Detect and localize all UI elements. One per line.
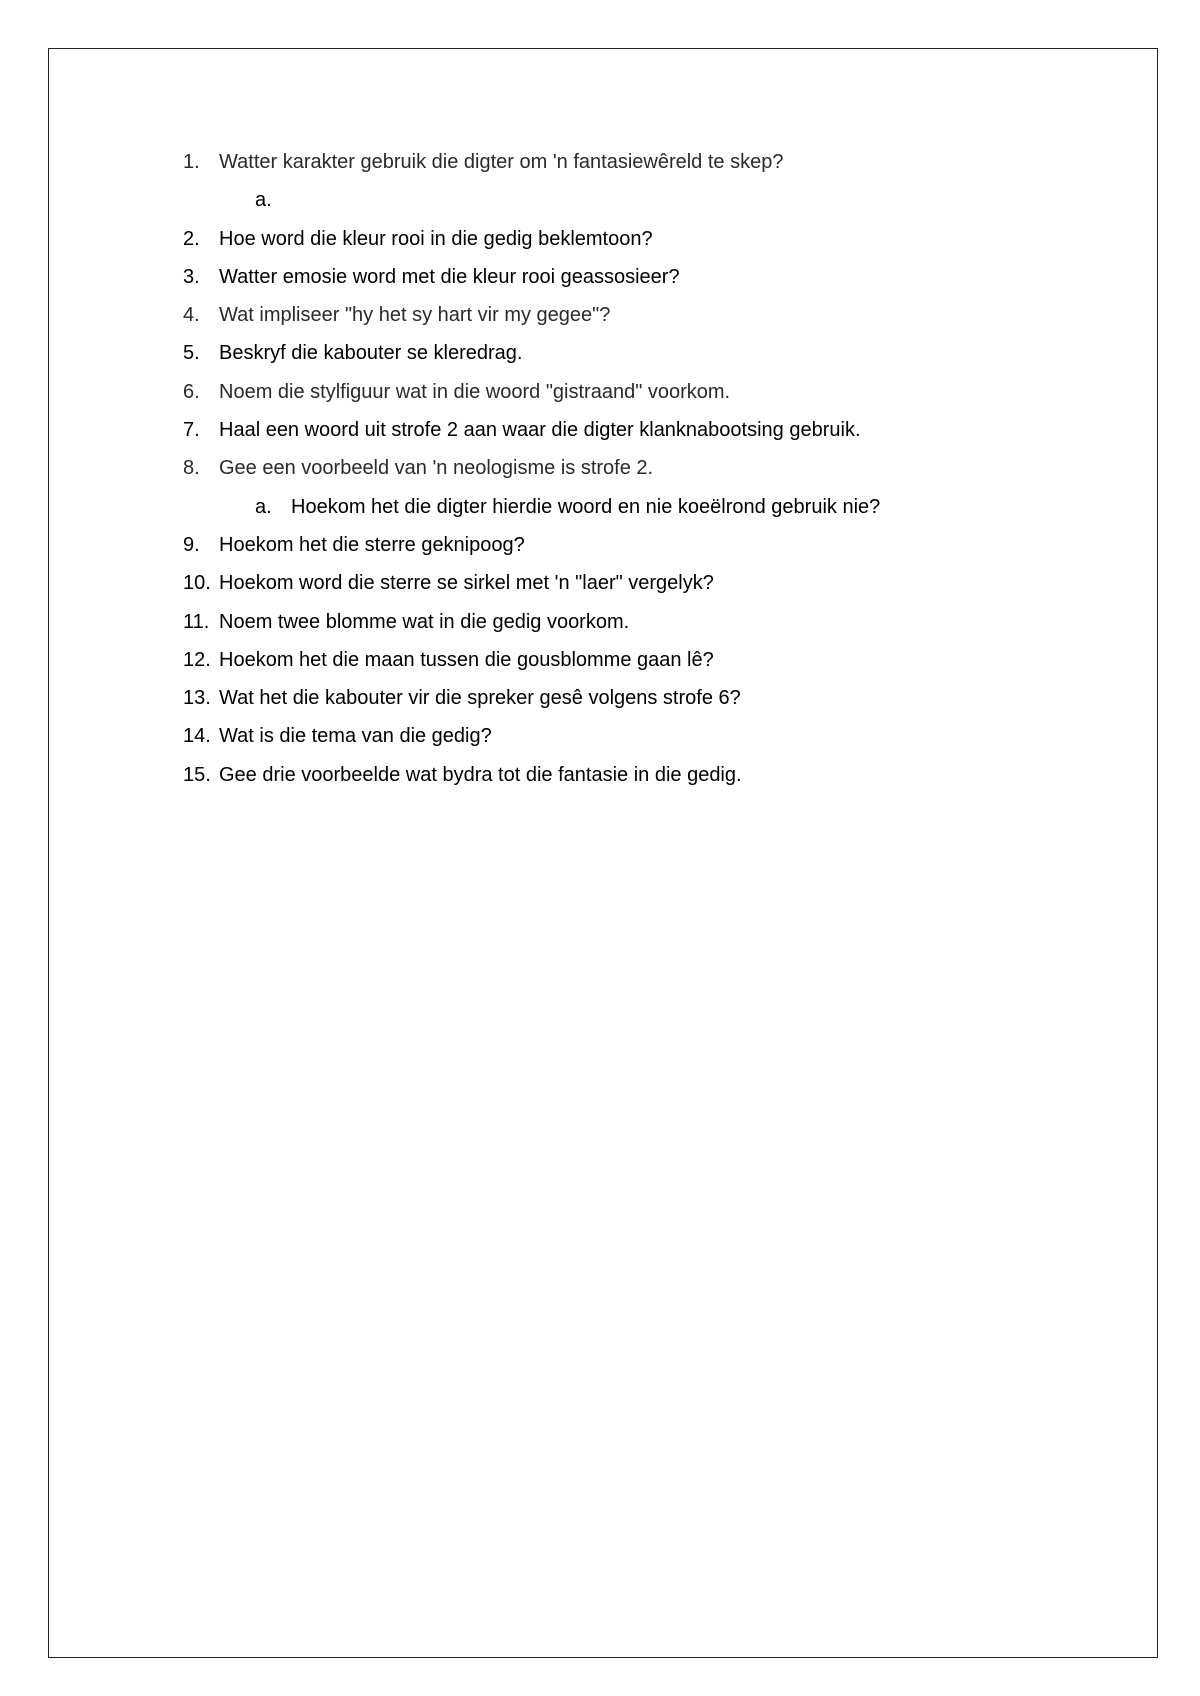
question-item	[183, 449, 1143, 487]
question-number: 13.	[183, 687, 211, 710]
question-item	[183, 603, 1143, 641]
question-item	[183, 373, 1143, 411]
question-number: 5.	[183, 342, 200, 365]
question-number: 8.	[183, 457, 200, 480]
question-number: 6.	[183, 380, 200, 403]
question-number: 11.	[183, 610, 210, 633]
question-number: 15.	[183, 763, 211, 786]
question-number: 2.	[183, 227, 200, 250]
sub-question-letter: a.	[255, 189, 272, 212]
sub-question-text: Hoekom het die digter hierdie woord en nie koeëlrond gebruik nie?	[291, 495, 881, 518]
question-item	[183, 717, 1143, 755]
question-number: 9.	[183, 533, 200, 556]
question-number: 4.	[183, 304, 200, 327]
question-text: Watter emosie word met die kleur rooi geassosieer?	[219, 265, 680, 288]
question-text: Wat is die tema van die gedig?	[219, 725, 492, 748]
question-text: Noem twee blomme wat in die gedig voorkom.	[219, 610, 630, 633]
question-item	[183, 526, 1143, 564]
question-text: Watter karakter gebruik die digter om 'n fantasiewêreld te skep?	[219, 151, 784, 173]
question-text: Wat het die kabouter vir die spreker gesê volgens strofe 6?	[219, 687, 741, 710]
question-number: 1.	[183, 151, 200, 173]
question-item	[183, 756, 1143, 794]
question-list	[183, 143, 1143, 794]
question-item	[183, 411, 1143, 449]
sub-question-item	[183, 488, 1143, 526]
question-text: Beskryf die kabouter se kleredrag.	[219, 342, 523, 365]
question-item	[183, 296, 1143, 334]
question-item	[183, 143, 1143, 181]
question-number: 10.	[183, 572, 211, 595]
question-text: Gee een voorbeeld van 'n neologisme is strofe 2.	[219, 457, 654, 480]
question-text: Hoe word die kleur rooi in die gedig beklemtoon?	[219, 227, 653, 250]
question-number: 12.	[183, 648, 211, 671]
question-text: Hoekom word die sterre se sirkel met 'n "laer" vergelyk?	[219, 572, 714, 595]
question-text: Noem die stylfiguur wat in die woord "gistraand" voorkom.	[219, 380, 731, 403]
sub-question-item	[183, 181, 1143, 219]
question-item	[183, 334, 1143, 372]
question-text: Hoekom het die maan tussen die gousblomme gaan lê?	[219, 648, 714, 671]
question-item	[183, 679, 1143, 717]
question-text: Hoekom het die sterre geknipoog?	[219, 533, 525, 556]
sub-question-letter: a.	[255, 495, 272, 518]
question-text: Haal een woord uit strofe 2 aan waar die digter klanknabootsing gebruik.	[219, 419, 861, 442]
question-number: 3.	[183, 265, 200, 288]
question-text: Wat impliseer "hy het sy hart vir my gegee"?	[219, 304, 611, 327]
question-number: 7.	[183, 419, 200, 442]
question-item	[183, 258, 1143, 296]
question-item	[183, 641, 1143, 679]
question-text: Gee drie voorbeelde wat bydra tot die fantasie in die gedig.	[219, 763, 742, 786]
question-item	[183, 220, 1143, 258]
question-number: 14.	[183, 725, 211, 748]
question-item	[183, 564, 1143, 602]
